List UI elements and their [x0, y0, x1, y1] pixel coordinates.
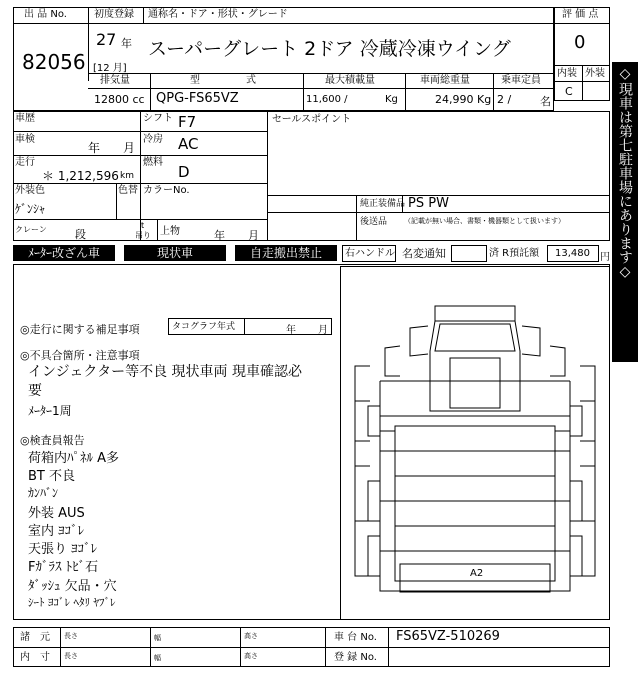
first-reg-label: 初度登録	[94, 9, 134, 20]
fuel-value: D	[178, 163, 190, 181]
dims-length-label: 長さ	[64, 632, 78, 640]
score-div	[582, 65, 583, 101]
upper-label: 上物	[160, 226, 180, 237]
footer-div-5	[388, 627, 389, 667]
recycle-unit: 円	[600, 252, 610, 263]
exterior-label: 外装	[585, 68, 605, 79]
displacement-value: 12800 cc	[94, 93, 145, 106]
aftermarket-note: （記載が無い場合、書類・機器類として扱います）	[404, 217, 565, 225]
capacity-unit: Kg	[385, 94, 398, 105]
shift-label: シフト	[143, 113, 173, 124]
diagram-mark-a2: A2	[470, 568, 484, 579]
first-reg-divider	[143, 7, 144, 23]
spec-top-line	[88, 73, 554, 74]
equipment-value: PS PW	[408, 196, 449, 211]
side-banner-text: ◇現車は第七駐車場にあります◇	[617, 66, 633, 280]
mileage-label: 走行	[15, 157, 35, 168]
report-line-1: 荷箱内ﾊﾟﾈﾙ A多	[28, 451, 120, 466]
aftermarket-div	[356, 195, 357, 241]
chassis-label: 車 台 No.	[334, 632, 377, 643]
inner-width-label: 幅	[154, 654, 161, 662]
shift-value: F7	[178, 113, 197, 131]
inspection-month: 月	[123, 141, 136, 155]
dims-width-label: 幅	[154, 634, 161, 642]
tacho-div	[244, 318, 245, 335]
crane-ton: t	[141, 221, 145, 230]
passengers-value: 2 /	[497, 93, 512, 106]
row-line-1	[13, 131, 267, 132]
upper-div	[157, 219, 158, 241]
lot-divider	[88, 7, 89, 81]
model-label: 型 式	[190, 75, 260, 86]
lot-number: 82056	[22, 50, 86, 74]
color-code-label: カラーNo.	[143, 185, 190, 196]
spec-div-2	[303, 73, 304, 111]
row-line-4	[13, 219, 267, 220]
details-mid-div	[267, 111, 268, 241]
score-value: 0	[574, 32, 586, 53]
score-label: 評 価 点	[562, 9, 599, 20]
footer-mid-line	[13, 647, 610, 648]
right-hand-label: 右ハンドル	[345, 248, 395, 259]
chassis-value: FS65VZ-510269	[396, 629, 500, 644]
aftermarket-label: 後送品	[360, 217, 388, 227]
capacity-value: 11,600 /	[306, 94, 348, 105]
notice-box	[451, 245, 487, 262]
crane-label: クレーン	[15, 225, 47, 234]
first-reg-year: 27	[96, 30, 117, 49]
no-self-drive-flag: 自走搬出禁止	[235, 245, 337, 261]
report-line-7: Fｶﾞﾗｽ ﾄﾋﾞ石	[28, 560, 99, 575]
report-line-6: 天張り ﾖｺﾞﾚ	[28, 542, 98, 557]
spec-mid-line	[88, 88, 554, 89]
tacho-month: 月	[318, 325, 328, 336]
spec-div-4	[493, 73, 494, 111]
tacho-label: タコグラフ年式	[172, 322, 236, 332]
footer-div-2	[150, 627, 151, 667]
report-line-4: 外装 AUS	[28, 506, 85, 521]
defects-line-1: インジェクター等不良 現状車両 現車確認必	[28, 364, 302, 380]
crane-stage: 段	[75, 228, 86, 241]
model-value: QPG-FS65VZ	[156, 91, 239, 106]
row-line-2	[13, 155, 267, 156]
footer-div-3	[240, 627, 241, 667]
car-name-label: 通称名・ドア・形状・グレード	[148, 9, 288, 20]
score-header-line	[554, 23, 610, 24]
inner-length-label: 長さ	[64, 652, 78, 660]
defects-line-2: 要	[28, 383, 42, 399]
report-line-9: ｼｰﾄ ﾖｺﾞﾚ ﾍﾀﾘ ﾔﾌﾞﾚ	[28, 596, 116, 609]
upper-month: 月	[248, 229, 259, 242]
notice-label: 名変通知	[402, 247, 446, 260]
recycle-label: 済 R預託額	[489, 248, 540, 259]
as-is-flag: 現状車	[124, 245, 226, 261]
meter-tamper-flag: ﾒｰﾀｰ改ざん車	[13, 245, 115, 261]
inner-height-label: 高さ	[244, 652, 258, 660]
interior-label: 内装	[557, 68, 577, 79]
color-div	[116, 183, 117, 219]
inspection-year: 年	[88, 141, 101, 155]
defects-line-3: ﾒｰﾀｰ1周	[28, 404, 72, 418]
row-line-6	[267, 212, 610, 213]
first-reg-month: [12 月]	[93, 63, 127, 74]
report-line-2: BT 不良	[28, 469, 75, 484]
report-line-8: ﾀﾞｯｼｭ 欠品・穴	[28, 579, 117, 594]
ac-label: 冷房	[143, 134, 163, 145]
fuel-label: 燃料	[143, 157, 163, 168]
passengers-label: 乗車定員	[501, 75, 541, 86]
spec-div-1	[150, 73, 151, 111]
gross-weight-label: 車両総重量	[420, 75, 470, 86]
ext-color-value: ｹﾞﾝｼｬ	[15, 202, 46, 216]
defects-label: ◎不具合箇所・注意事項	[20, 349, 140, 362]
ext-color-label: 外装色	[15, 185, 45, 196]
mileage-unit: km	[120, 171, 134, 181]
driving-notes-label: ◎走行に関する補足事項	[20, 323, 140, 336]
lot-header-line	[13, 23, 554, 24]
inspector-label: ◎検査員報告	[20, 434, 85, 447]
first-reg-year-unit: 年	[121, 37, 132, 50]
car-name: スーパーグレート 2ドア 冷蔵冷凍ウイング	[148, 38, 511, 60]
spec-div-3	[405, 73, 406, 111]
report-line-3: ｶﾝﾊﾞﾝ	[28, 486, 59, 500]
passengers-unit: 名	[540, 95, 551, 108]
dims-label: 諸 元	[20, 632, 50, 643]
inner-dims-label: 内 寸	[20, 652, 50, 663]
truck-diagram	[340, 266, 610, 620]
interior-grade: C	[565, 85, 573, 98]
color-change-label: 色替	[118, 185, 138, 196]
equipment-label: 純正装備品	[360, 199, 406, 209]
footer-div-4	[325, 627, 326, 667]
inspection-label: 車検	[15, 134, 35, 145]
report-line-5: 室内 ﾖｺﾞﾚ	[28, 524, 85, 539]
capacity-label: 最大積載量	[325, 75, 375, 86]
upper-year: 年	[214, 229, 225, 242]
ac-value: AC	[178, 135, 199, 153]
history-label: 車歴	[15, 113, 35, 124]
recycle-amount: 13,480	[555, 248, 590, 259]
lot-label: 出 品 No.	[24, 9, 67, 20]
gross-weight-value: 24,990 Kg	[435, 93, 492, 106]
crane-hang: 吊り	[135, 231, 151, 240]
tacho-year: 年	[286, 325, 296, 336]
dims-height-label: 高さ	[244, 632, 258, 640]
sales-point-label: セールスポイント	[272, 114, 352, 125]
footer-div-1	[60, 627, 61, 667]
displacement-label: 排気量	[100, 75, 130, 86]
reg-label: 登 録 No.	[334, 652, 377, 663]
mileage-value: ＊ 1,212,596	[42, 169, 119, 183]
